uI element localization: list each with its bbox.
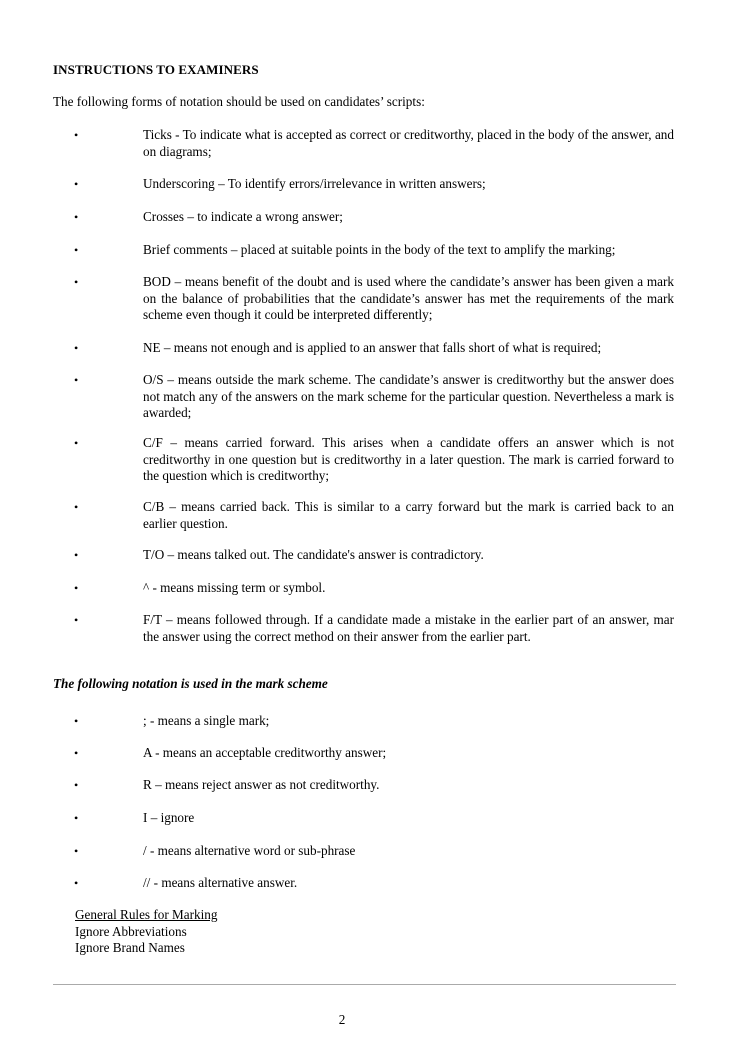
bullet-icon: • [74, 844, 79, 858]
general-rules-title: General Rules for Marking [75, 907, 218, 922]
bullet-icon: • [74, 436, 79, 450]
bullet-icon: • [74, 746, 79, 760]
mark-scheme-heading: The following notation is used in the mark scheme [53, 676, 328, 691]
bullet-icon: • [74, 128, 79, 142]
bullet-icon: • [74, 275, 79, 289]
bullet-icon: • [74, 177, 79, 191]
bullet-icon: • [74, 714, 79, 728]
list-item-text: // - means alternative answer. [143, 875, 298, 890]
list-item-text: Ticks - To indicate what is accepted as correct or creditworthy, placed in the body of the answer, and on diagrams; [143, 127, 674, 159]
bullet-icon: • [74, 210, 79, 224]
bullet-icon: • [74, 500, 79, 514]
list-item-text: C/B – means carried back. This is similar to a carry forward but the mark is carried back to an earlier question. [143, 499, 674, 531]
list-item-text: Crosses – to indicate a wrong answer; [143, 209, 343, 224]
page-heading: INSTRUCTIONS TO EXAMINERS [53, 62, 259, 77]
list-item-text: Underscoring – To identify errors/irrelevance in written answers; [143, 176, 486, 191]
list-item-text: Brief comments – placed at suitable points in the body of the text to amplify the marking; [143, 242, 616, 257]
list-item-text: T/O – means talked out. The candidate's answer is contradictory. [143, 547, 484, 562]
list-item-text: A - means an acceptable creditworthy answer; [143, 745, 387, 760]
bullet-icon: • [74, 811, 79, 825]
bullet-icon: • [74, 373, 79, 387]
bullet-icon: • [74, 581, 79, 595]
bullet-icon: • [74, 778, 79, 792]
list-item-text: C/F – means carried forward. This arises when a candidate offers an answer which is not creditworthy in one question but is creditworthy in a later question. The mark is carried forward to the question which is creditworthy; [143, 435, 674, 483]
list-item-text: ; - means a single mark; [143, 713, 270, 728]
page-number: 2 [338, 1012, 346, 1027]
list-item-text: R – means reject answer as not creditworthy. [143, 777, 380, 792]
intro-text: The following forms of notation should be used on candidates’ scripts: [53, 94, 425, 109]
bullet-icon: • [74, 876, 79, 890]
bullet-icon: • [74, 613, 79, 627]
list-item-text: I – ignore [143, 810, 195, 825]
list-item-text: F/T – means followed through. If a candidate made a mistake in the earlier part of an answer, mar the answer using the correct method on their answer from the earlier part. [143, 612, 674, 644]
list-item-text: / - means alternative word or sub-phrase [143, 843, 356, 858]
list-item-text: ^ - means missing term or symbol. [143, 580, 326, 595]
general-rules [75, 907, 217, 957]
rule-line: Ignore Brand Names [75, 940, 185, 955]
list-item-text: NE – means not enough and is applied to an answer that falls short of what is required; [143, 340, 602, 355]
list-item-text: O/S – means outside the mark scheme. The candidate’s answer is creditworthy but the answer does not match any of the answers on the mark scheme for the particular question. Nevertheless a mark is awarded; [143, 372, 674, 420]
rule-line: Ignore Abbreviations [75, 923, 187, 939]
bullet-icon: • [74, 341, 79, 355]
bullet-icon: • [74, 243, 79, 257]
bullet-icon: • [74, 548, 79, 562]
list-item-text: BOD – means benefit of the doubt and is used where the candidate’s answer has been given a mark on the balance of probabilities that the candidate’s answer has met the requirements of the mark scheme even though it could be interpreted differently; [143, 274, 674, 322]
footer-divider [53, 984, 676, 985]
